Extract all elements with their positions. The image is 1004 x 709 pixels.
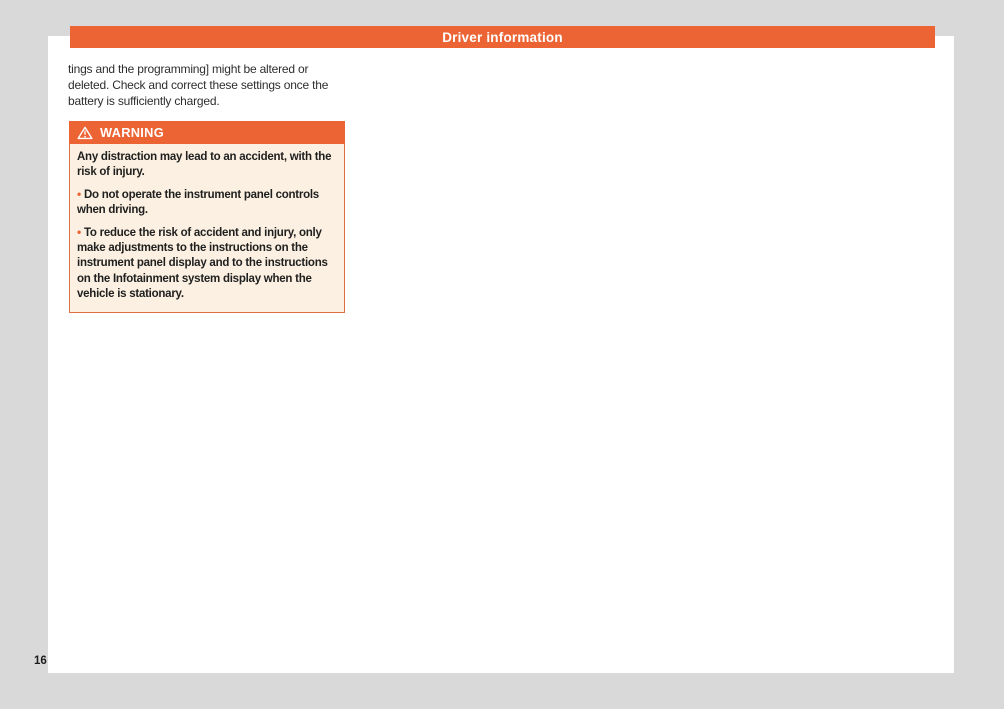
warning-bullet-text: To reduce the risk of accident and injury, only make adjustments to the instructions on the instrument panel display and to the instructions on the Infotainment system display when the vehicle is stationary.: [77, 226, 328, 301]
warning-bullet-text: Do not operate the instrument panel controls when driving.: [77, 188, 319, 217]
section-title: Driver information: [442, 29, 563, 45]
warning-bullet-item: [77, 187, 338, 219]
warning-box: [69, 121, 345, 313]
section-header-bar: [70, 26, 935, 48]
warning-box-body: [69, 144, 345, 313]
bullet-dot-icon: •: [77, 186, 81, 201]
page-number: 16: [34, 655, 47, 667]
bullet-dot-icon: •: [77, 224, 81, 239]
body-paragraph: tings and the programming] might be altered or deleted. Check and correct these settings once the battery is sufficiently charged.: [68, 62, 329, 108]
warning-bullet-item: [77, 225, 338, 303]
warning-box-header: [69, 121, 345, 144]
warning-triangle-icon: [77, 126, 93, 140]
warning-intro-text: Any distraction may lead to an accident, with the risk of injury.: [77, 151, 332, 179]
warning-title: WARNING: [100, 125, 164, 140]
